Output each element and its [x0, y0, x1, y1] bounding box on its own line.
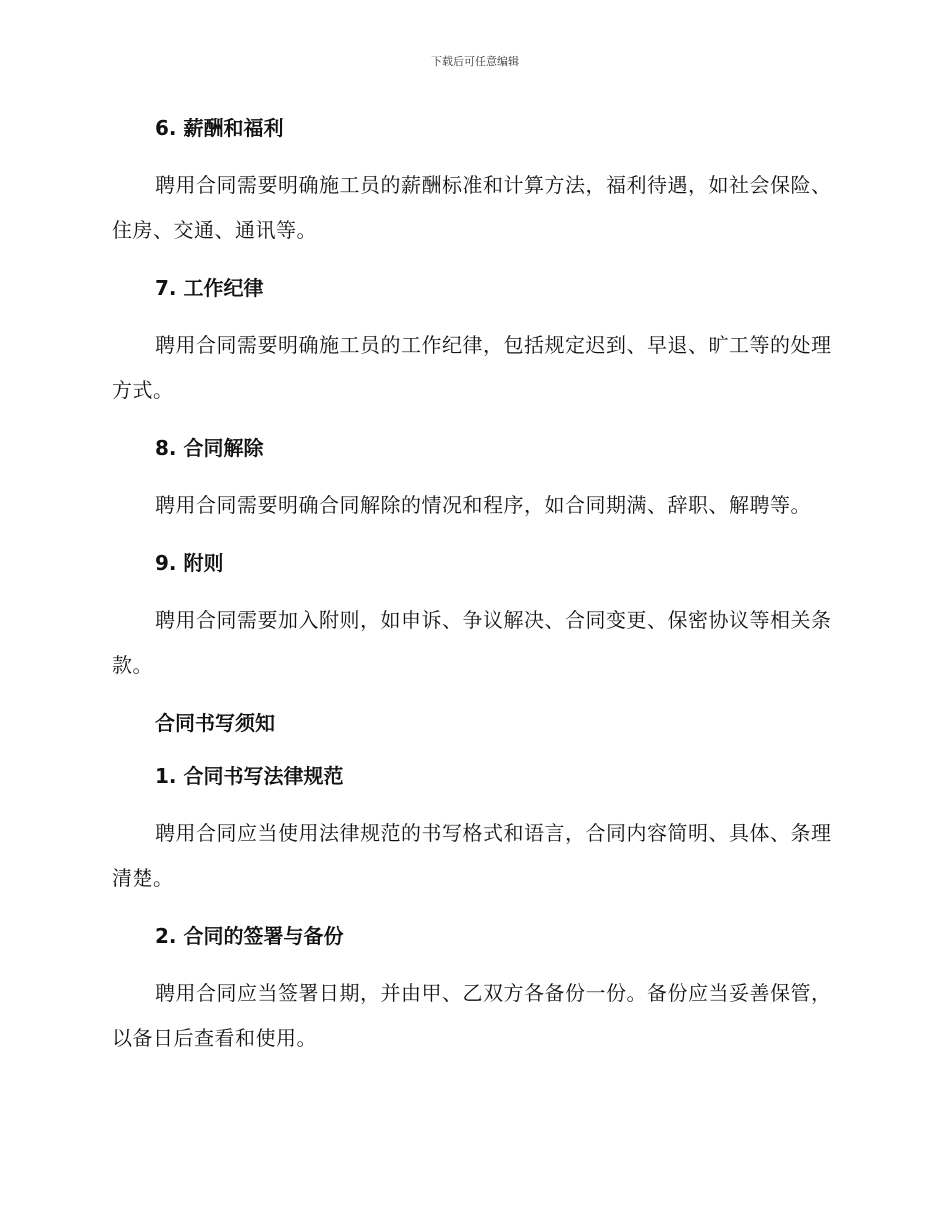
section-paragraph: 聘用合同需要加入附则，如申诉、争议解决、合同变更、保密协议等相关条款。: [112, 608, 832, 677]
section-heading: 1. 合同书写法律规范: [155, 764, 344, 788]
section-paragraph: 聘用合同应当使用法律规范的书写格式和语言，合同内容简明、具体、条理清楚。: [112, 821, 832, 890]
section-paragraph: 聘用合同需要明确合同解除的情况和程序，如合同期满、辞职、解聘等。: [155, 493, 811, 517]
section-heading: 8. 合同解除: [155, 436, 264, 460]
section-heading: 7. 工作纪律: [155, 276, 264, 300]
section-heading: 合同书写须知: [155, 711, 275, 735]
section-heading: 2. 合同的签署与备份: [155, 924, 344, 948]
section-paragraph: 聘用合同需要明确施工员的薪酬标准和计算方法，福利待遇，如社会保险、住房、交通、通讯等。: [112, 173, 832, 242]
section-paragraph: 聘用合同需要明确施工员的工作纪律，包括规定迟到、早退、旷工等的处理方式。: [112, 333, 832, 402]
section-heading: 9. 附则: [155, 551, 224, 575]
document-body: [112, 110, 832, 1078]
section-heading: 6. 薪酬和福利: [155, 116, 284, 140]
section-paragraph: 聘用合同应当签署日期，并由甲、乙双方各备份一份。备份应当妥善保管，以备日后查看和使用。: [112, 981, 832, 1050]
page-header: 下载后可任意编辑: [431, 55, 519, 68]
